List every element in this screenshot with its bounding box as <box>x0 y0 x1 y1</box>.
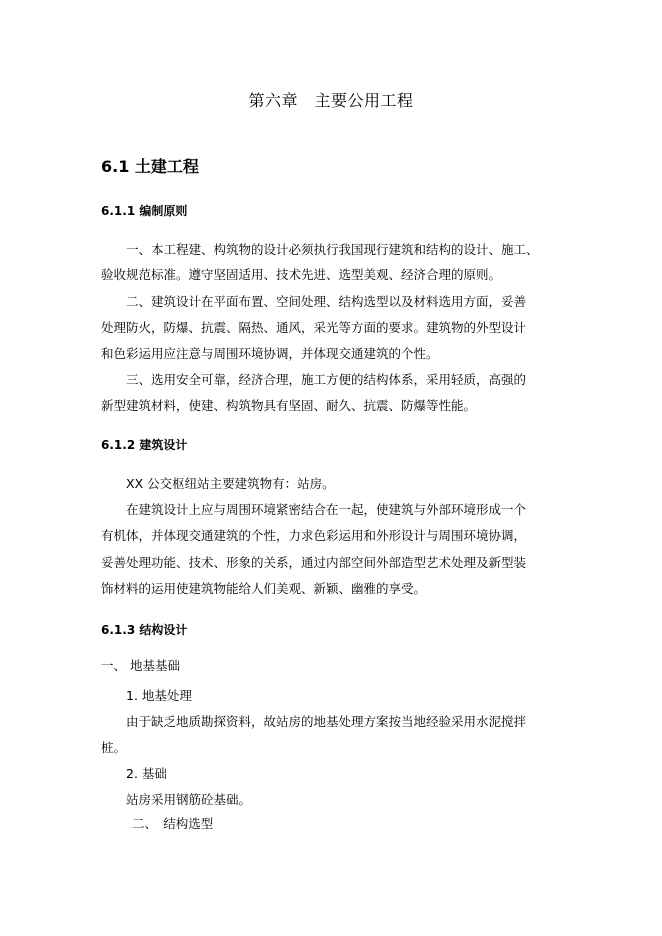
paragraph-line: 有机体，并体现交通建筑的个性，力求色彩运用和外形设计与周围环境协调， <box>101 528 527 543</box>
paragraph-line: 三、选用安全可靠，经济合理，施工方便的结构体系，采用轻质，高强的 <box>126 372 527 387</box>
subsection-heading-6-1-3: 6.1.3 结构设计 <box>101 623 188 637</box>
paragraph-line: 饰材料的运用使建筑物能给人们美观、新颖、幽雅的享受。 <box>101 581 427 596</box>
paragraph-line: 站房采用钢筋砼基础。 <box>126 792 252 807</box>
subsection-heading-6-1-1: 6.1.1 编制原则 <box>101 204 188 218</box>
paragraph-line: 在建筑设计上应与周围环境紧密结合在一起，使建筑与外部环境形成一个 <box>126 502 527 517</box>
paragraph-line: 二、建筑设计在平面布置、空间处理、结构选型以及材料选用方面，妥善 <box>126 294 527 309</box>
paragraph-line: 和色彩运用应注意与周围环境协调，并体现交通建筑的个性。 <box>101 346 439 361</box>
sub-item-heading: 2. 基础 <box>126 766 167 781</box>
paragraph-line: 新型建筑材料，使建、构筑物具有坚固、耐久、抗震、防爆等性能。 <box>101 398 477 413</box>
paragraph-line: 桩。 <box>101 740 127 755</box>
paragraph-line: 验收规范标准。遵守坚固适用、技术先进、选型美观、经济合理的原则。 <box>101 267 502 282</box>
paragraph-line: 由于缺乏地质勘探资料，故站房的地基处理方案按当地经验采用水泥搅拌 <box>126 714 527 729</box>
list-item-heading: 二、 结构选型 <box>132 816 214 831</box>
sub-item-heading: 1. 地基处理 <box>126 688 192 703</box>
paragraph-line: XX 公交枢纽站主要建筑物有：站房。 <box>126 476 335 491</box>
subsection-heading-6-1-2: 6.1.2 建筑设计 <box>101 438 188 452</box>
section-heading-6-1: 6.1 土建工程 <box>101 157 199 176</box>
paragraph-line: 一、本工程建、构筑物的设计必须执行我国现行建筑和结构的设计、施工、 <box>126 242 539 257</box>
chapter-title: 第六章 主要公用工程 <box>248 91 414 110</box>
paragraph-line: 妥善处理功能、技术、形象的关系，通过内部空间外部造型艺术处理及新型装 <box>101 555 527 570</box>
paragraph-line: 处理防火，防爆、抗震、隔热、通风，采光等方面的要求。建筑物的外型设计 <box>101 320 527 335</box>
list-item-heading: 一、 地基基础 <box>101 658 180 673</box>
